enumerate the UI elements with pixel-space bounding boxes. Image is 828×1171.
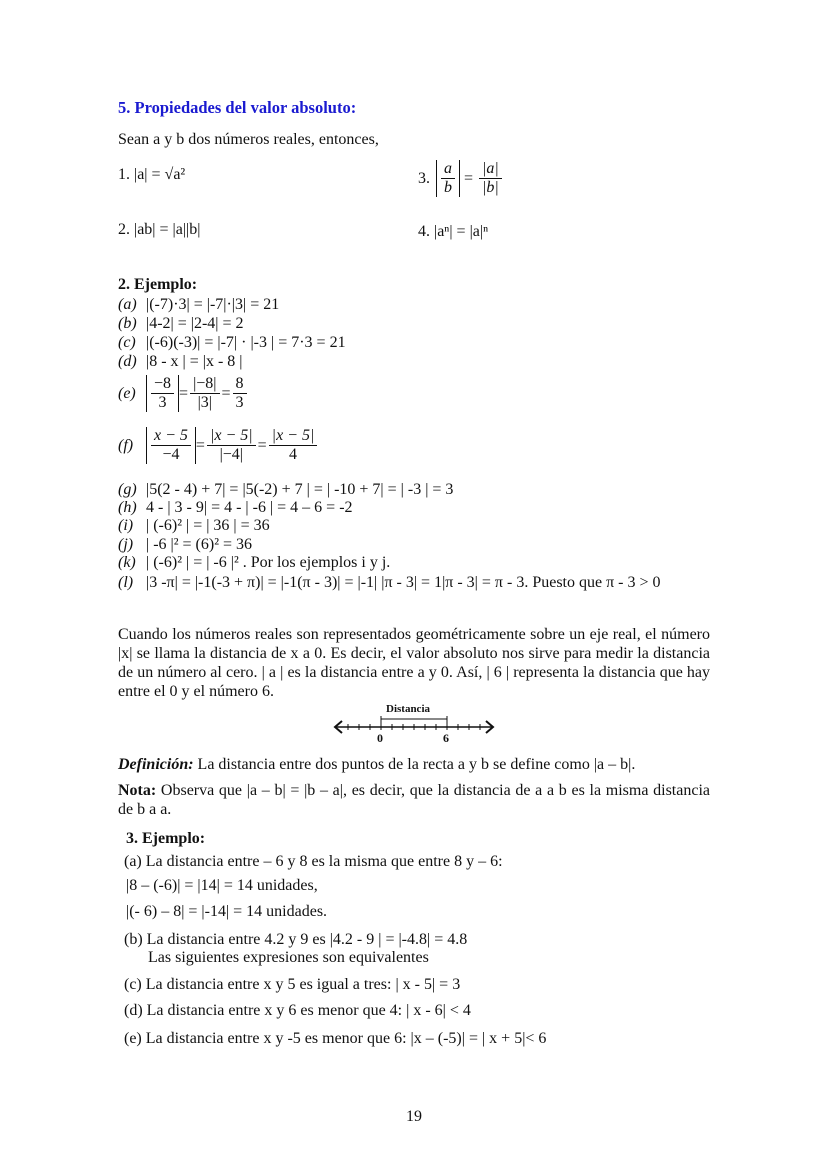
example3-b1: Las siguientes expresiones son equivalentes (148, 949, 429, 966)
p3-rhs-num: |a| (479, 160, 502, 179)
tick-0: 0 (377, 731, 383, 745)
property-2: 2. |ab| = |a||b| (118, 221, 201, 238)
example-a: (a) |(-7)·3| = |-7|·|3| = 21 (118, 296, 280, 313)
note: Nota: Observa que |a – b| = |b – a|, es decir, que la distancia de a a b es la misma distancia de b a a. (118, 782, 710, 818)
tick-6: 6 (443, 731, 449, 745)
example-g: (g) |5(2 - 4) + 7| = |5(-2) + 7 | = | -10 + 7| = | -3 | = 3 (118, 481, 454, 498)
intro-text: Sean a y b dos números reales, entonces, (118, 131, 379, 148)
page-number: 19 (406, 1108, 422, 1125)
property-4: 4. |aⁿ| = |a|ⁿ (418, 223, 489, 240)
example2-title: 2. Ejemplo: (118, 276, 198, 293)
property-1: 1. |a| = √a² (118, 166, 186, 183)
example3-a2: |(- 6) – 8| = |-14| = 14 unidades. (126, 903, 328, 920)
definition: Definición: La distancia entre dos puntos de la recta a y b se define como |a – b|. (118, 756, 636, 773)
example-c: (c) |(-6)(-3)| = |-7| · |-3 | = 7·3 = 21 (118, 334, 346, 351)
example-d: (d) |8 - x | = |x - 8 | (118, 353, 243, 370)
example3-c: (c) La distancia entre x y 5 es igual a tres: | x - 5| = 3 (124, 976, 461, 993)
example-e: (e) $\frac{-8}{3}$ = $\frac{|-8|}{|3|}$ = $\frac{8}{3}$ (118, 375, 249, 412)
example-b: (b) |4-2| = |2-4| = 2 (118, 315, 244, 332)
p3-num: a (441, 160, 455, 179)
example3-title: 3. Ejemplo: (126, 830, 206, 847)
example-l: (l) |3 -π| = |-1(-3 + π)| = |-1(π - 3)| = |-1| |π - 3| = 1|π - 3| = π - 3. Puesto que π - 3 > 0 (118, 574, 661, 591)
example3-a: (a) La distancia entre – 6 y 8 es la misma que entre 8 y – 6: (124, 853, 503, 870)
example-j: (j) | -6 |² = (6)² = 36 (118, 536, 253, 553)
example3-a1: |8 – (-6)| = |14| = 14 unidades, (126, 877, 318, 894)
section-title: 5. Propiedades del valor absoluto: (118, 98, 357, 117)
example3-b: (b) La distancia entre 4.2 y 9 es |4.2 - 9 | = |-4.8| = 4.8 (124, 931, 468, 948)
p3-den: b (444, 179, 452, 196)
distance-paragraph: Cuando los números reales son representados geométricamente sobre un eje real, el número |x| se llama la distancia de x a 0. Es decir, el valor absoluto nos sirve para medir la distancia de un número al cero. | a | es la distancia entre a y 0. Así, | 6 | representa la distancia que hay entre el 0 y el número 6. (118, 626, 710, 700)
property-3: 3. $\frac{a}{b}$ = $\frac{|a|}{|b|}$ (418, 160, 504, 197)
example3-e: (e) La distancia entre x y -5 es menor que 6: |x – (-5)| = | x + 5|< 6 (124, 1030, 547, 1047)
p3-rhs-den: |b| (482, 179, 499, 196)
property-3-label: 3. (418, 169, 430, 187)
distance-label: Distancia (386, 703, 430, 715)
example-i: (i) | (-6)² | = | 36 | = 36 (118, 517, 270, 534)
example-k: (k) | (-6)² | = | -6 |² . Por los ejemplos i y j. (118, 554, 391, 571)
example-f: (f) $\frac{x - 5}{-4}$ = $\frac{|x - 5|}{|-4|}$ = $\frac{|x - 5|}{4}$ (118, 427, 319, 464)
example-h: (h) 4 - | 3 - 9| = 4 - | -6 | = 4 – 6 = -2 (118, 499, 353, 516)
number-line (330, 703, 500, 750)
example3-d: (d) La distancia entre x y 6 es menor que 4: | x - 6| < 4 (124, 1002, 471, 1019)
